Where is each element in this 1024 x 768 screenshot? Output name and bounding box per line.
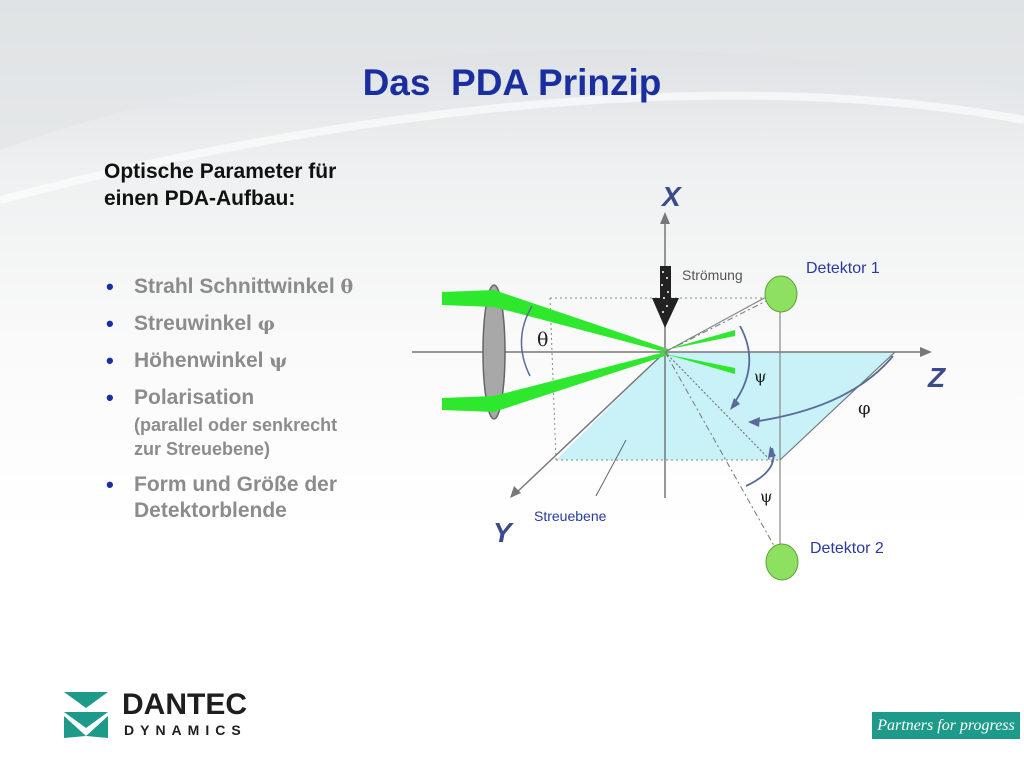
- theta-label: θ: [537, 329, 549, 351]
- logo-sub: DYNAMICS: [124, 722, 247, 738]
- incoming-beam-lower: [442, 396, 494, 412]
- bullet-icon: •: [106, 385, 114, 410]
- z-axis-label: Z: [928, 362, 946, 393]
- bullet-icon: •: [106, 274, 114, 299]
- bullet-icon: •: [106, 311, 114, 336]
- list-item: • Polarisation (parallel oder senkrecht zur Streuebene): [106, 385, 338, 459]
- list-item: • Höhenwinkel ψ: [106, 348, 288, 373]
- plane-label: Streuebene: [534, 508, 607, 524]
- psi-upper-label: ψ: [754, 367, 767, 386]
- detector1-dashdot: [665, 294, 780, 352]
- bullet-icon: •: [106, 348, 114, 373]
- parameter-list: [102, 274, 412, 535]
- z-axis-arrow-icon: [920, 347, 932, 357]
- flow-label: Strömung: [682, 267, 743, 283]
- y-axis-arrow-icon: [510, 486, 521, 498]
- x-axis-arrow-icon: [660, 212, 670, 224]
- bullet-icon: •: [106, 472, 114, 497]
- beam-upper: [494, 290, 665, 352]
- logo-name: DANTEC: [122, 688, 247, 721]
- incoming-beam-upper: [442, 290, 494, 307]
- detector1-line: [665, 296, 768, 352]
- page-title: Das PDA Prinzip: [362, 62, 662, 103]
- list-item: • Strahl Schnittwinkel θ: [106, 274, 354, 299]
- tagline-badge: Partners for progress: [872, 712, 1020, 739]
- phi-label: φ: [858, 398, 871, 419]
- detector2-label: Detektor 2: [810, 540, 884, 557]
- x-axis-label: X: [662, 181, 681, 212]
- detector-2: [766, 544, 798, 580]
- list-item: • Streuwinkel φ: [106, 311, 275, 336]
- list-item: • Form und Größe der Detektorblende: [106, 472, 338, 522]
- subtitle: Optische Parameter für einen PDA-Aufbau:: [104, 160, 337, 210]
- detector1-label: Detektor 1: [806, 260, 880, 277]
- flow-arrow-icon: [652, 298, 679, 328]
- detector-1: [765, 276, 797, 312]
- y-axis-label: Y: [493, 517, 512, 548]
- psi-lower-label: ψ: [760, 487, 773, 506]
- pda-diagram: [400, 170, 960, 590]
- flow-arrow-body: [660, 266, 671, 300]
